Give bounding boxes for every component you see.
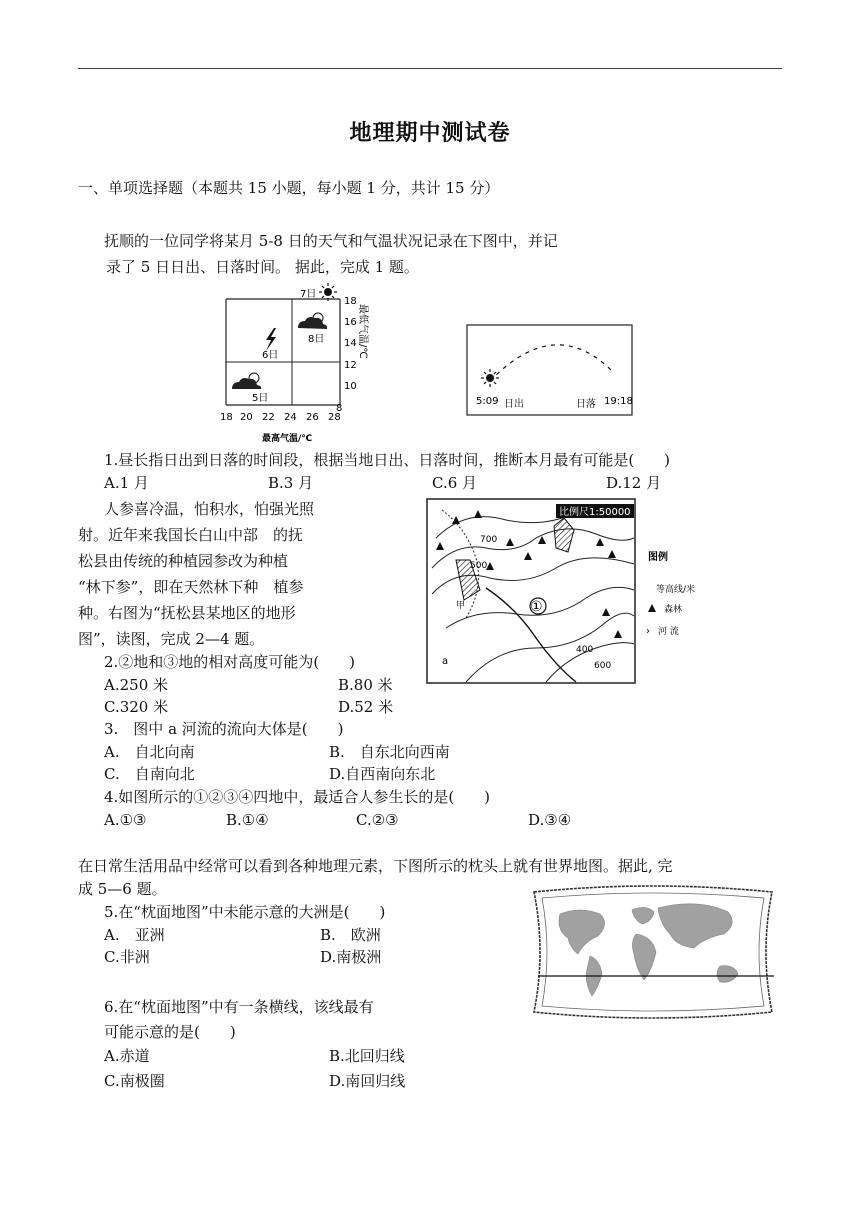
legend-forest: 森林 (664, 605, 683, 615)
sunrise-time: 5:09 (476, 396, 499, 407)
sunrise-label: 日出 (504, 399, 524, 410)
day-label-5: 5日 (252, 393, 269, 404)
q1-option-c[interactable]: C.6 月 (432, 474, 478, 492)
x-tick: 22 (262, 412, 275, 423)
y-axis-title: 最低气温/℃ (357, 304, 368, 359)
q1-option-a[interactable]: A.1 月 (104, 474, 149, 492)
intro2-line2: 射。近年来我国长白山中部 的抚 (78, 526, 304, 544)
q2-option-d[interactable]: D.52 米 (338, 698, 394, 716)
q2-option-c[interactable]: C.320 米 (104, 698, 169, 716)
sun-icon (319, 283, 337, 301)
q6-option-b[interactable]: B.北回归线 (329, 1047, 405, 1065)
contour-label: 600 (594, 661, 612, 671)
q6-stem-line1: 6.在“枕面地图”中有一条横线，该线最有 (104, 998, 374, 1016)
section-heading: 一、单项选择题（本题共 15 小题，每小题 1 分，共计 15 分） (78, 179, 500, 197)
sunset-time: 19:18 (604, 396, 633, 407)
q1-option-d[interactable]: D.12 月 (606, 474, 662, 492)
intro2-line4: “林下参”，即在天然林下种 植参 (78, 578, 304, 596)
x-axis-title: 最高气温/℃ (262, 434, 313, 444)
y-tick: 8 (336, 403, 343, 414)
x-tick: 26 (306, 412, 319, 423)
intro2-line1: 人参喜冷温，怕积水，怕强光照 (104, 500, 315, 518)
q3-option-c[interactable]: C. 自南向北 (104, 765, 195, 783)
q4-stem: 4.如图所示的①②③④四地中，最适合人参生长的是( ) (104, 788, 491, 806)
partly-cloudy-icon (298, 313, 327, 329)
topographic-map-figure (426, 498, 702, 686)
svg-text:›: › (646, 626, 650, 637)
pillow-map-figure (524, 884, 780, 1020)
x-tick: 18 (220, 412, 233, 423)
q6-stem-line2: 可能示意的是( ) (104, 1023, 236, 1041)
x-tick: 28 (328, 412, 341, 423)
contour-label: 700 (480, 535, 498, 545)
q5-option-a[interactable]: A. 亚洲 (104, 926, 165, 944)
thunder-icon (266, 328, 276, 351)
y-tick: 14 (344, 338, 357, 349)
q1-option-b[interactable]: B.3 月 (268, 474, 314, 492)
y-tick: 16 (344, 317, 357, 328)
sun-path-figure (466, 323, 634, 417)
q3-stem: 3. 图中 a 河流的流向大体是( ) (104, 720, 344, 738)
contour-label: 500 (470, 561, 488, 571)
x-tick: 24 (284, 412, 297, 423)
intro2-line5: 种。右图为“抚松县某地区的地形 (78, 604, 296, 622)
legend-river: 河 流 (658, 627, 679, 637)
intro2-line6: 图”，读图，完成 2—4 题。 (78, 630, 265, 648)
q2-stem: 2.②地和③地的相对高度可能为( ) (104, 653, 356, 671)
map-scale: 比例尺1:50000 (559, 507, 631, 518)
legend-title: 图例 (648, 552, 668, 563)
q4-option-d[interactable]: D.③④ (528, 811, 572, 829)
legend-contour: 等高线/米 (656, 585, 696, 595)
q2-option-a[interactable]: A.250 米 (104, 676, 168, 694)
q4-option-c[interactable]: C.②③ (356, 811, 399, 829)
page-title: 地理期中测试卷 (349, 121, 511, 146)
y-tick: 12 (344, 360, 357, 371)
intro1-line2: 录了 5 日日出、日落时间。 据此，完成 1 题。 (106, 258, 419, 276)
header-rule (78, 68, 782, 69)
x-tick: 20 (240, 412, 253, 423)
q3-option-b[interactable]: B. 自东北向西南 (329, 743, 450, 761)
q3-option-a[interactable]: A. 自北向南 (104, 743, 195, 761)
sun-icon (481, 369, 499, 387)
point-1: ① (530, 599, 543, 615)
area-label: 甲 (456, 601, 466, 611)
q4-option-b[interactable]: B.①④ (226, 811, 269, 829)
y-tick: 18 (344, 296, 357, 307)
intro3-line1: 在日常生活用品中经常可以看到各种地理元素，下图所示的枕头上就有世界地图。据此, 完 (78, 857, 673, 875)
q5-stem: 5.在“枕面地图”中未能示意的大洲是( ) (104, 903, 386, 921)
day-label-8: 8日 (308, 334, 325, 345)
q2-option-b[interactable]: B.80 米 (338, 676, 393, 694)
intro3-line2: 成 5—6 题。 (78, 880, 167, 898)
contour-label: 400 (576, 645, 594, 655)
q5-option-b[interactable]: B. 欧洲 (320, 926, 381, 944)
day-label-6: 6日 (262, 350, 279, 361)
intro1-line1: 抚顺的一位同学将某月 5-8 日的天气和气温状况记录在下图中，并记 (104, 232, 558, 250)
day-label-7: 7日 (300, 289, 317, 300)
sunset-label: 日落 (576, 399, 596, 410)
y-tick: 10 (344, 381, 357, 392)
q6-option-c[interactable]: C.南极圈 (104, 1072, 165, 1090)
q6-option-a[interactable]: A.赤道 (104, 1047, 150, 1065)
q3-option-d[interactable]: D.自西南向东北 (329, 765, 436, 783)
q5-option-d[interactable]: D.南极洲 (320, 948, 382, 966)
q6-option-d[interactable]: D.南回归线 (329, 1072, 406, 1090)
weather-chart-figure (214, 282, 370, 444)
q1-stem: 1.昼长指日出到日落的时间段，根据当地日出、日落时间，推断本月最有可能是( ) (104, 451, 671, 469)
q4-option-a[interactable]: A.①③ (104, 811, 147, 829)
river-label: a (442, 656, 449, 667)
intro2-line3: 松县由传统的种植园参改为种植 (78, 552, 289, 570)
q5-option-c[interactable]: C.非洲 (104, 948, 150, 966)
partly-cloudy-icon (232, 373, 261, 389)
